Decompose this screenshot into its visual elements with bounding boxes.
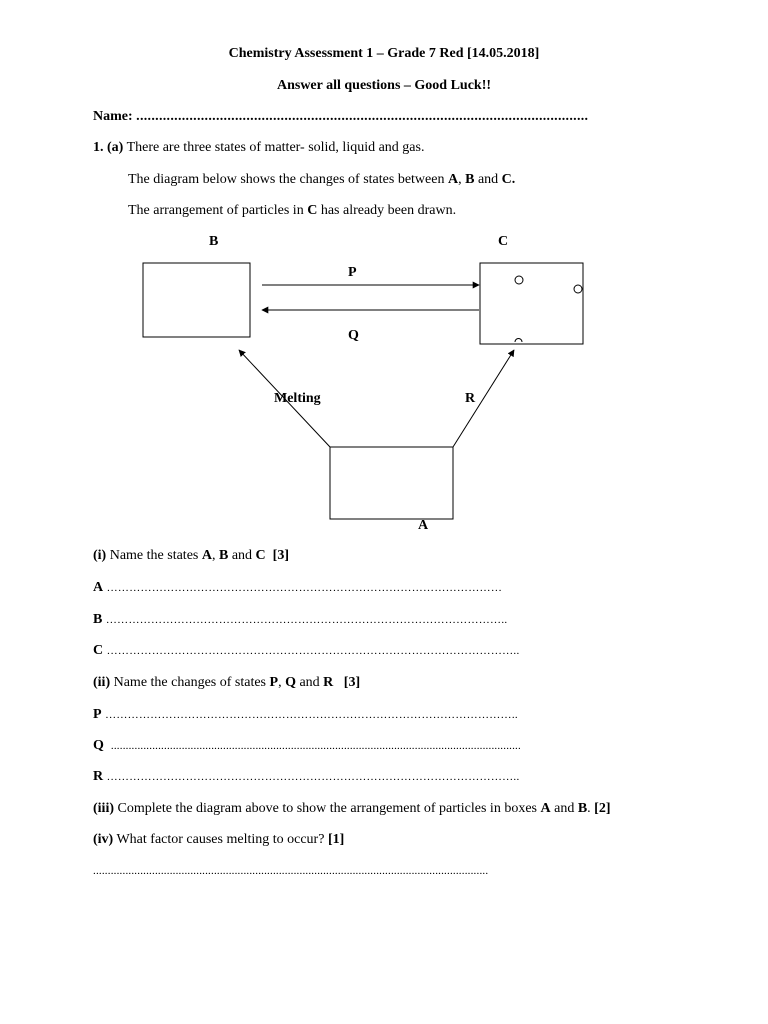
answer-label-q: Q bbox=[93, 738, 104, 753]
part-ii-r: R bbox=[323, 675, 334, 690]
q1-part: (a) bbox=[107, 140, 124, 155]
part-i-c: C bbox=[255, 548, 266, 563]
answer-line-q[interactable] bbox=[93, 738, 521, 754]
part-ii-num: (ii) bbox=[93, 675, 111, 690]
q1-line3-c: C bbox=[307, 203, 318, 218]
label-b: B bbox=[209, 234, 219, 249]
answer-label-a: A bbox=[93, 580, 104, 595]
part-ii-question bbox=[93, 675, 360, 691]
q1-number: 1. bbox=[93, 140, 104, 155]
part-ii-and: and bbox=[295, 675, 324, 690]
answer-line-a[interactable] bbox=[93, 580, 502, 596]
answer-label-p: P bbox=[93, 707, 102, 722]
part-iii-b: B bbox=[577, 801, 588, 816]
q1-line2-pre: The diagram below shows the changes of states between bbox=[128, 172, 448, 187]
part-iii-post: . bbox=[587, 801, 595, 816]
q1-line2-c: C. bbox=[501, 172, 516, 187]
q1-intro-text: There are three states of matter- solid, liquid and gas. bbox=[126, 140, 425, 155]
answer-dots-iv: ...................................................................................................................................... bbox=[93, 865, 489, 877]
particle-c-1 bbox=[515, 276, 523, 284]
part-iv-marks: [1] bbox=[327, 832, 345, 847]
answer-dots-q: ........................................................................................................................................... bbox=[110, 740, 521, 752]
answer-label-b: B bbox=[93, 612, 103, 627]
part-i-and: and bbox=[228, 548, 256, 563]
part-i-num: (i) bbox=[93, 548, 107, 563]
label-melting: Melting bbox=[274, 391, 321, 406]
box-c bbox=[480, 263, 583, 344]
label-r: R bbox=[465, 391, 476, 406]
label-a: A bbox=[418, 518, 429, 533]
answer-dots-a: …………………………………………………………………………………………… bbox=[106, 582, 503, 594]
answer-line-p[interactable] bbox=[93, 707, 518, 723]
q1-line2-and: and bbox=[474, 172, 502, 187]
part-i-marks: [3] bbox=[272, 548, 289, 563]
q1-line2-sep: , bbox=[458, 172, 466, 187]
part-iii-and: and bbox=[550, 801, 578, 816]
part-i-sep: , bbox=[211, 548, 219, 563]
answer-line-c[interactable] bbox=[93, 643, 520, 659]
q1-line2-b: B bbox=[465, 172, 475, 187]
answer-dots-c: ……………………………………………………………………………………………….. bbox=[106, 645, 520, 657]
answer-label-r: R bbox=[93, 769, 104, 784]
answer-dots-r: ……………………………………………………………………………………………….. bbox=[106, 771, 520, 783]
q1-line2-a: A bbox=[447, 172, 459, 187]
box-a[interactable] bbox=[330, 447, 453, 519]
answer-line-b[interactable] bbox=[93, 612, 507, 628]
part-i-a: A bbox=[201, 548, 212, 563]
answer-dots-p: ……………………………………………………………………………………………….. bbox=[105, 709, 518, 721]
part-i-text: Name the states bbox=[106, 548, 202, 563]
part-iii-a: A bbox=[540, 801, 551, 816]
part-ii-q: Q bbox=[285, 675, 296, 690]
answer-line-iv[interactable] bbox=[93, 863, 488, 879]
part-iii-text: Complete the diagram above to show the arrangement of particles in boxes bbox=[114, 801, 541, 816]
name-label: Name: bbox=[93, 109, 133, 124]
page-title: Chemistry Assessment 1 – Grade 7 Red [14.05.2018] bbox=[228, 46, 540, 61]
part-i-question bbox=[93, 548, 289, 564]
answer-line-r[interactable] bbox=[93, 769, 520, 785]
part-i-b: B bbox=[218, 548, 229, 563]
part-iv-question bbox=[93, 832, 344, 848]
q1-line3-post: has already been drawn. bbox=[317, 203, 457, 218]
arrow-r bbox=[453, 350, 514, 447]
name-dots: ....................................................................................................................... bbox=[136, 109, 589, 124]
part-iii-marks: [2] bbox=[594, 801, 611, 816]
part-iii-num: (iii) bbox=[93, 801, 114, 816]
part-ii-p: P bbox=[269, 675, 279, 690]
label-c: C bbox=[498, 234, 509, 249]
answer-label-c: C bbox=[93, 643, 104, 658]
part-ii-text: Name the changes of states bbox=[110, 675, 270, 690]
particle-c-3 bbox=[515, 339, 522, 343]
part-iv-text: What factor causes melting to occur? bbox=[113, 832, 328, 847]
part-ii-sep: , bbox=[278, 675, 286, 690]
part-iv-num: (iv) bbox=[93, 832, 114, 847]
particle-c-2 bbox=[574, 285, 582, 293]
box-b[interactable] bbox=[143, 263, 250, 337]
q1-line3-pre: The arrangement of particles in bbox=[128, 203, 308, 218]
page-subtitle: Answer all questions – Good Luck!! bbox=[276, 78, 492, 93]
label-p: P bbox=[348, 265, 357, 280]
answer-dots-b: …………………………………………………………………………………………….. bbox=[105, 614, 508, 626]
label-q: Q bbox=[348, 328, 359, 343]
part-ii-marks: [3] bbox=[343, 675, 361, 690]
part-iii-question bbox=[93, 801, 611, 817]
